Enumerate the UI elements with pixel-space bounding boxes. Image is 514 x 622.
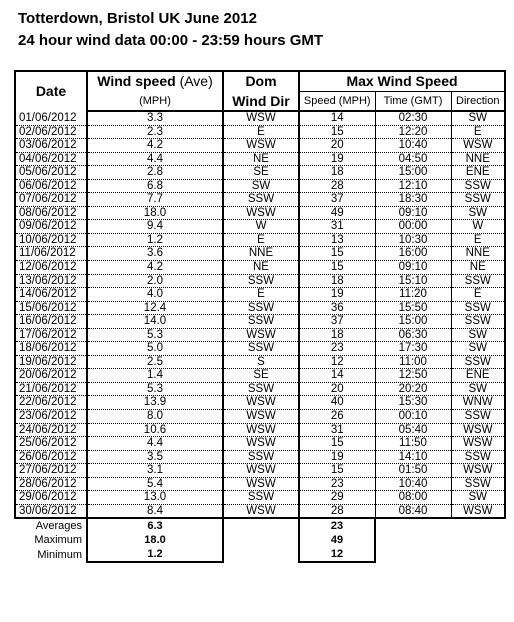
cell-direction: W — [451, 220, 505, 234]
cell-date: 10/06/2012 — [15, 233, 87, 247]
avg-max-speed: 23 — [299, 518, 375, 533]
cell-direction: WSW — [451, 437, 505, 451]
summary-section — [15, 518, 505, 562]
cell-max-speed: 18 — [299, 274, 375, 288]
cell-max-speed: 37 — [299, 315, 375, 329]
cell-direction: E — [451, 233, 505, 247]
cell-max-speed: 40 — [299, 396, 375, 410]
cell-ave-speed: 3.5 — [87, 450, 223, 464]
cell-dom-dir: SSW — [223, 450, 299, 464]
table-row — [15, 220, 505, 234]
cell-direction: SSW — [451, 410, 505, 424]
cell-time: 15:10 — [375, 274, 451, 288]
table-row — [15, 328, 505, 342]
averages-label: Averages — [35, 520, 82, 533]
cell-time: 16:00 — [375, 247, 451, 261]
cell-dom-dir: WSW — [223, 139, 299, 153]
cell-date: 27/06/2012 — [15, 464, 87, 478]
cell-direction: SW — [451, 206, 505, 220]
cell-max-speed: 20 — [299, 139, 375, 153]
cell-max-speed: 28 — [299, 504, 375, 518]
wind-data-table — [14, 70, 506, 563]
cell-date: 08/06/2012 — [15, 206, 87, 220]
cell-max-speed: 20 — [299, 382, 375, 396]
cell-dom-dir: SSW — [223, 315, 299, 329]
cell-direction: SSW — [451, 193, 505, 207]
cell-max-speed: 49 — [299, 206, 375, 220]
header-max-wind-speed: Max Wind Speed — [299, 71, 505, 92]
cell-time: 04:50 — [375, 152, 451, 166]
table-row — [15, 261, 505, 275]
cell-time: 15:00 — [375, 166, 451, 180]
cell-date: 16/06/2012 — [15, 315, 87, 329]
page-subtitle: 24 hour wind data 00:00 - 23:59 hours GMT — [18, 32, 324, 49]
cell-direction: WNW — [451, 396, 505, 410]
cell-max-speed: 23 — [299, 477, 375, 491]
cell-direction: E — [451, 125, 505, 139]
header-ave: (Ave) — [179, 73, 213, 90]
cell-date: 28/06/2012 — [15, 477, 87, 491]
header-wind-speed: Wind speed (Ave) — [87, 71, 223, 92]
cell-time: 02:30 — [375, 111, 451, 125]
cell-direction: SW — [451, 328, 505, 342]
cell-date: 18/06/2012 — [15, 342, 87, 356]
cell-max-speed: 36 — [299, 301, 375, 315]
cell-max-speed: 18 — [299, 166, 375, 180]
max-wind-speed: 18.0 — [87, 533, 223, 547]
table-row — [15, 342, 505, 356]
cell-direction: E — [451, 288, 505, 302]
cell-time: 15:30 — [375, 396, 451, 410]
cell-dom-dir: WSW — [223, 328, 299, 342]
cell-ave-speed: 2.3 — [87, 125, 223, 139]
table-row — [15, 369, 505, 383]
cell-dom-dir: E — [223, 125, 299, 139]
cell-time: 05:40 — [375, 423, 451, 437]
cell-date: 09/06/2012 — [15, 220, 87, 234]
cell-direction: SW — [451, 111, 505, 125]
cell-date: 01/06/2012 — [15, 111, 87, 125]
cell-dom-dir: W — [223, 220, 299, 234]
cell-dom-dir: SSW — [223, 301, 299, 315]
cell-max-speed: 31 — [299, 423, 375, 437]
cell-date: 13/06/2012 — [15, 274, 87, 288]
cell-direction: SW — [451, 342, 505, 356]
avg-wind-speed: 6.3 — [87, 518, 223, 533]
cell-direction: SSW — [451, 301, 505, 315]
cell-dom-dir: SW — [223, 179, 299, 193]
summary-row-maximum — [15, 533, 505, 547]
cell-max-speed: 29 — [299, 491, 375, 505]
header-dom: Dom — [223, 71, 299, 92]
table-row — [15, 206, 505, 220]
summary-row-minimum — [15, 547, 505, 562]
cell-direction: NE — [451, 261, 505, 275]
cell-time: 12:10 — [375, 179, 451, 193]
cell-ave-speed: 2.0 — [87, 274, 223, 288]
cell-max-speed: 15 — [299, 464, 375, 478]
cell-time: 18:30 — [375, 193, 451, 207]
cell-time: 08:00 — [375, 491, 451, 505]
cell-time: 12:20 — [375, 125, 451, 139]
cell-ave-speed: 3.1 — [87, 464, 223, 478]
cell-ave-speed: 1.2 — [87, 233, 223, 247]
cell-ave-speed: 5.4 — [87, 477, 223, 491]
table-row — [15, 423, 505, 437]
cell-direction: WSW — [451, 504, 505, 518]
header-date: Date — [15, 71, 87, 111]
cell-dom-dir: E — [223, 288, 299, 302]
cell-ave-speed: 14.0 — [87, 315, 223, 329]
table-row — [15, 504, 505, 518]
cell-direction: NNE — [451, 247, 505, 261]
cell-date: 25/06/2012 — [15, 437, 87, 451]
cell-date: 21/06/2012 — [15, 382, 87, 396]
cell-time: 00:00 — [375, 220, 451, 234]
table-row — [15, 382, 505, 396]
cell-ave-speed: 10.6 — [87, 423, 223, 437]
cell-date: 02/06/2012 — [15, 125, 87, 139]
cell-max-speed: 14 — [299, 369, 375, 383]
cell-direction: SW — [451, 491, 505, 505]
cell-ave-speed: 2.5 — [87, 355, 223, 369]
cell-dom-dir: SSW — [223, 274, 299, 288]
table-row — [15, 233, 505, 247]
table-row — [15, 179, 505, 193]
cell-dom-dir: SSW — [223, 382, 299, 396]
cell-date: 23/06/2012 — [15, 410, 87, 424]
cell-date: 04/06/2012 — [15, 152, 87, 166]
cell-max-speed: 19 — [299, 450, 375, 464]
cell-date: 20/06/2012 — [15, 369, 87, 383]
cell-date: 07/06/2012 — [15, 193, 87, 207]
cell-date: 29/06/2012 — [15, 491, 87, 505]
cell-time: 01:50 — [375, 464, 451, 478]
cell-direction: WSW — [451, 423, 505, 437]
cell-max-speed: 23 — [299, 342, 375, 356]
header-time-gmt: Time (GMT) — [375, 92, 451, 112]
cell-time: 15:00 — [375, 315, 451, 329]
table-row — [15, 396, 505, 410]
cell-direction: SSW — [451, 355, 505, 369]
cell-direction: SSW — [451, 274, 505, 288]
cell-direction: SSW — [451, 315, 505, 329]
cell-ave-speed: 4.4 — [87, 152, 223, 166]
cell-dom-dir: E — [223, 233, 299, 247]
table-row — [15, 464, 505, 478]
cell-max-speed: 26 — [299, 410, 375, 424]
cell-max-speed: 13 — [299, 233, 375, 247]
page-title: Totterdown, Bristol UK June 2012 — [18, 10, 257, 27]
cell-ave-speed: 4.2 — [87, 139, 223, 153]
cell-dom-dir: SSW — [223, 193, 299, 207]
cell-max-speed: 15 — [299, 437, 375, 451]
table-row — [15, 139, 505, 153]
cell-date: 11/06/2012 — [15, 247, 87, 261]
cell-date: 22/06/2012 — [15, 396, 87, 410]
cell-time: 00:10 — [375, 410, 451, 424]
header-wind-speed-unit: (MPH) — [87, 92, 223, 112]
table-row — [15, 491, 505, 505]
cell-dom-dir: WSW — [223, 410, 299, 424]
cell-time: 11:20 — [375, 288, 451, 302]
cell-date: 03/06/2012 — [15, 139, 87, 153]
cell-max-speed: 12 — [299, 355, 375, 369]
cell-ave-speed: 5.3 — [87, 328, 223, 342]
cell-direction: ENE — [451, 369, 505, 383]
cell-ave-speed: 13.9 — [87, 396, 223, 410]
cell-max-speed: 18 — [299, 328, 375, 342]
cell-direction: WSW — [451, 464, 505, 478]
cell-ave-speed: 3.6 — [87, 247, 223, 261]
cell-direction: WSW — [451, 139, 505, 153]
cell-ave-speed: 5.0 — [87, 342, 223, 356]
cell-max-speed: 31 — [299, 220, 375, 234]
cell-time: 17:30 — [375, 342, 451, 356]
min-wind-speed: 1.2 — [87, 547, 223, 562]
cell-ave-speed: 7.7 — [87, 193, 223, 207]
cell-direction: SW — [451, 382, 505, 396]
cell-ave-speed: 18.0 — [87, 206, 223, 220]
cell-dom-dir: WSW — [223, 464, 299, 478]
table-row — [15, 247, 505, 261]
cell-time: 10:40 — [375, 477, 451, 491]
cell-direction: NNE — [451, 152, 505, 166]
table-row — [15, 315, 505, 329]
table-row — [15, 450, 505, 464]
cell-time: 20:20 — [375, 382, 451, 396]
header-wind-dir: Wind Dir — [223, 92, 299, 112]
cell-dom-dir: SE — [223, 166, 299, 180]
table-header — [15, 71, 505, 111]
table-body — [15, 111, 505, 518]
cell-ave-speed: 2.8 — [87, 166, 223, 180]
cell-dom-dir: SSW — [223, 491, 299, 505]
cell-time: 11:00 — [375, 355, 451, 369]
cell-time: 12:50 — [375, 369, 451, 383]
cell-date: 05/06/2012 — [15, 166, 87, 180]
cell-ave-speed: 6.8 — [87, 179, 223, 193]
cell-date: 26/06/2012 — [15, 450, 87, 464]
maximum-label: Maximum — [34, 534, 82, 547]
cell-time: 10:30 — [375, 233, 451, 247]
cell-date: 06/06/2012 — [15, 179, 87, 193]
cell-ave-speed: 12.4 — [87, 301, 223, 315]
cell-date: 14/06/2012 — [15, 288, 87, 302]
min-max-speed: 12 — [299, 547, 375, 562]
cell-direction: SSW — [451, 179, 505, 193]
cell-time: 08:40 — [375, 504, 451, 518]
cell-dom-dir: NNE — [223, 247, 299, 261]
cell-date: 19/06/2012 — [15, 355, 87, 369]
cell-time: 14:10 — [375, 450, 451, 464]
table-row — [15, 152, 505, 166]
cell-dom-dir: S — [223, 355, 299, 369]
cell-time: 11:50 — [375, 437, 451, 451]
cell-time: 06:30 — [375, 328, 451, 342]
cell-date: 24/06/2012 — [15, 423, 87, 437]
cell-ave-speed: 4.0 — [87, 288, 223, 302]
cell-dom-dir: WSW — [223, 206, 299, 220]
cell-ave-speed: 13.0 — [87, 491, 223, 505]
cell-time: 09:10 — [375, 261, 451, 275]
summary-row-averages — [15, 518, 505, 533]
table-row — [15, 193, 505, 207]
cell-dom-dir: WSW — [223, 396, 299, 410]
cell-max-speed: 15 — [299, 247, 375, 261]
minimum-label: Minimum — [37, 548, 82, 561]
table-row — [15, 437, 505, 451]
table-row — [15, 288, 505, 302]
table-row — [15, 477, 505, 491]
cell-dom-dir: SE — [223, 369, 299, 383]
cell-dom-dir: WSW — [223, 477, 299, 491]
table-row — [15, 274, 505, 288]
table-row — [15, 355, 505, 369]
cell-dom-dir: WSW — [223, 437, 299, 451]
header-direction: Direction — [451, 92, 505, 112]
cell-date: 17/06/2012 — [15, 328, 87, 342]
table-row — [15, 125, 505, 139]
cell-max-speed: 37 — [299, 193, 375, 207]
cell-max-speed: 15 — [299, 261, 375, 275]
table-row — [15, 301, 505, 315]
cell-ave-speed: 8.4 — [87, 504, 223, 518]
header-speed-mph: Speed (MPH) — [299, 92, 375, 112]
cell-time: 15:50 — [375, 301, 451, 315]
cell-dom-dir: NE — [223, 152, 299, 166]
cell-max-speed: 15 — [299, 125, 375, 139]
cell-ave-speed: 8.0 — [87, 410, 223, 424]
cell-direction: SSW — [451, 477, 505, 491]
cell-date: 15/06/2012 — [15, 301, 87, 315]
table-row — [15, 410, 505, 424]
cell-ave-speed: 4.4 — [87, 437, 223, 451]
cell-dom-dir: WSW — [223, 111, 299, 125]
cell-direction: SSW — [451, 450, 505, 464]
cell-time: 09:10 — [375, 206, 451, 220]
cell-dom-dir: WSW — [223, 504, 299, 518]
table-row — [15, 166, 505, 180]
cell-max-speed: 28 — [299, 179, 375, 193]
cell-dom-dir: WSW — [223, 423, 299, 437]
cell-ave-speed: 4.2 — [87, 261, 223, 275]
cell-ave-speed: 5.3 — [87, 382, 223, 396]
max-max-speed: 49 — [299, 533, 375, 547]
cell-ave-speed: 9.4 — [87, 220, 223, 234]
cell-max-speed: 19 — [299, 152, 375, 166]
cell-date: 30/06/2012 — [15, 504, 87, 518]
cell-time: 10:40 — [375, 139, 451, 153]
cell-direction: ENE — [451, 166, 505, 180]
cell-ave-speed: 3.3 — [87, 111, 223, 125]
table-row — [15, 111, 505, 125]
cell-max-speed: 14 — [299, 111, 375, 125]
cell-dom-dir: NE — [223, 261, 299, 275]
cell-date: 12/06/2012 — [15, 261, 87, 275]
cell-dom-dir: SSW — [223, 342, 299, 356]
cell-ave-speed: 1.4 — [87, 369, 223, 383]
cell-max-speed: 19 — [299, 288, 375, 302]
